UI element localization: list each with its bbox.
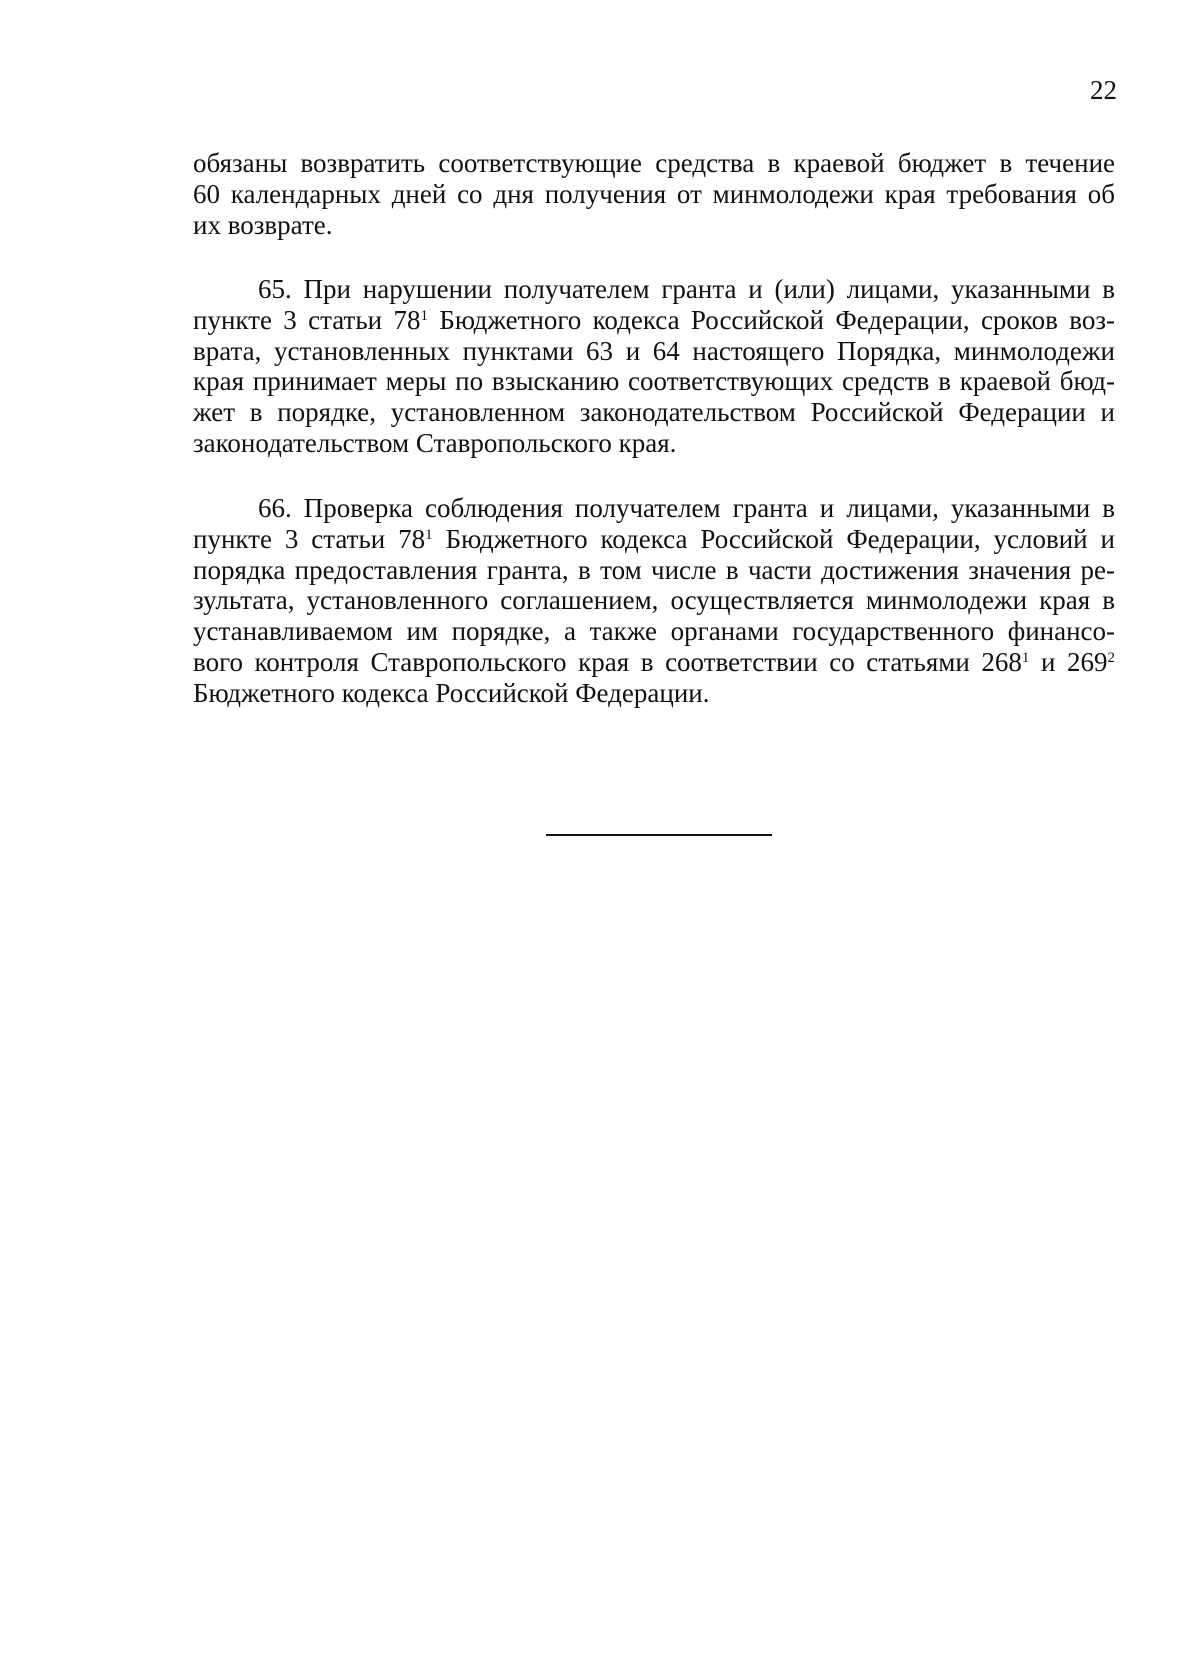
text-fragment: пункте 3 статьи 78 <box>193 523 426 554</box>
text-line-with-superscript <box>193 524 1115 555</box>
end-separator-line <box>546 834 772 836</box>
superscript: 2 <box>1107 649 1115 666</box>
text-line: зультата, установленного соглашением, осуществляется минмолодежи края в <box>193 585 1115 616</box>
text-line-with-superscript <box>193 305 1115 336</box>
text-line: порядка предоставления гранта, в том числе в части достижения значения ре- <box>193 554 1115 585</box>
page-number: 22 <box>1090 75 1117 105</box>
text-line: 60 календарных дней со дня получения от минмолодежи края требования об <box>193 178 1115 209</box>
text-line: края принимает меры по взысканию соответствующих средств в краевой бюд- <box>193 366 1115 397</box>
text-line-with-superscript <box>193 647 1115 678</box>
paragraph-65 <box>193 274 1115 459</box>
superscript: 1 <box>425 526 433 543</box>
text-line: законодательством Ставропольского края. <box>193 427 677 458</box>
text-line: обязаны возвратить соответствующие средства в краевой бюджет в течение <box>193 148 1115 178</box>
text-line: Бюджетного кодекса Российской Федерации. <box>193 677 710 708</box>
paragraph-continuation <box>193 148 1115 240</box>
text-fragment: Бюджетного кодекса Российской Федерации, сроков воз- <box>427 304 1116 335</box>
text-fragment: вого контроля Ставропольского края в соответствии со статьями 268 <box>193 646 1022 677</box>
text-fragment: Бюджетного кодекса Российской Федерации, условий и <box>432 523 1115 554</box>
text-line: их возврате. <box>193 209 333 240</box>
superscript: 1 <box>420 307 428 324</box>
superscript: 1 <box>1021 649 1030 666</box>
text-line: врата, установленных пунктами 63 и 64 настоящего Порядка, минмолодежи <box>193 335 1115 366</box>
text-fragment: пункте 3 статьи 78 <box>193 304 421 335</box>
text-line: жет в порядке, установленном законодательством Российской Федерации и <box>193 397 1115 428</box>
text-fragment: и 269 <box>1029 646 1108 677</box>
paragraph-66 <box>193 493 1115 709</box>
text-line: 66. Проверка соблюдения получателем гранта и лицами, указанными в <box>258 493 1115 523</box>
text-line: 65. При нарушении получателем гранта и (или) лицами, указанными в <box>258 274 1115 304</box>
text-line: устанавливаемом им порядке, а также органами государственного финансо- <box>193 616 1115 647</box>
